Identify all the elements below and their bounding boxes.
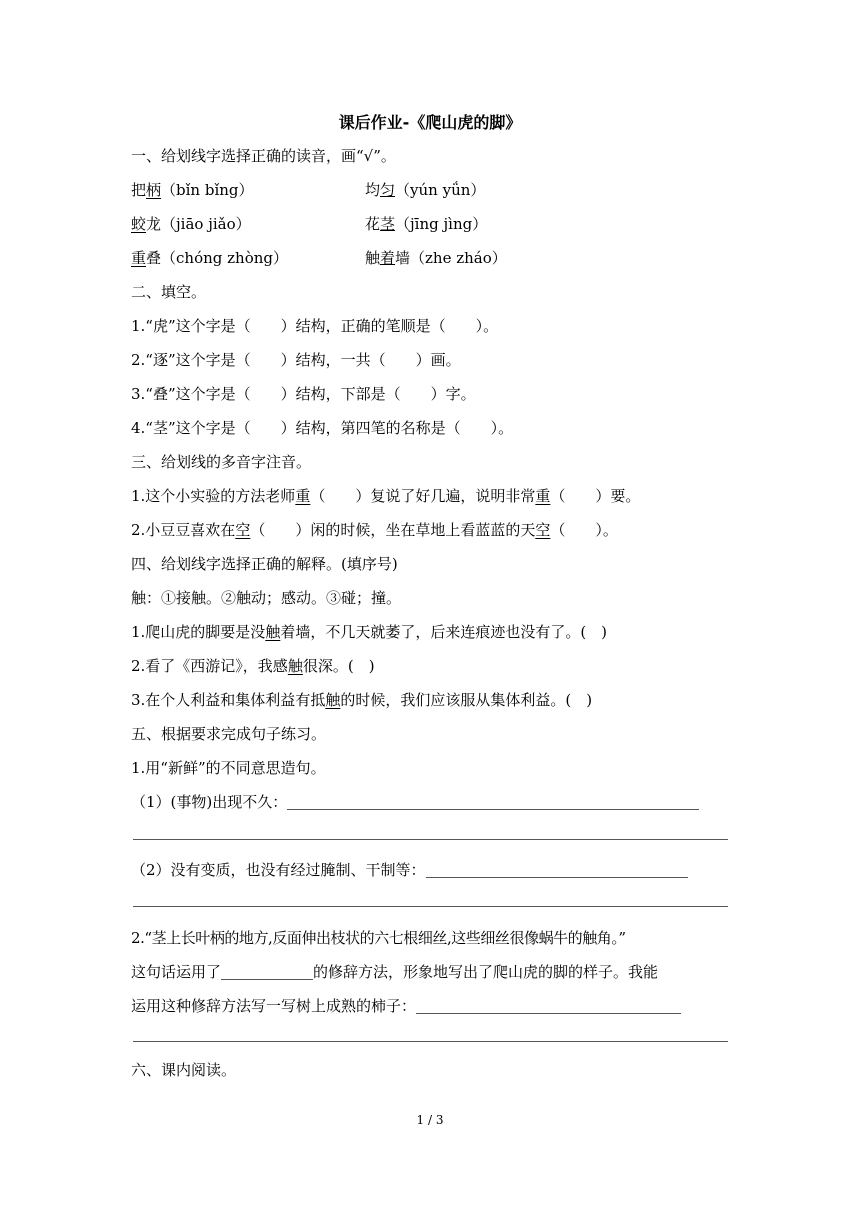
sentence-question-1: 1.用“新鲜”的不同意思造句。 (131, 759, 326, 777)
sentence-q1-part-1: （1）(事物)出现不久： (131, 792, 699, 812)
pinyin-item-6: 触着墙（zhe zháo） (365, 249, 507, 267)
answer-line[interactable] (133, 839, 728, 840)
section-3-heading: 三、给划线的多音字注音。 (131, 453, 312, 471)
section-6-heading: 六、课内阅读。 (131, 1061, 237, 1079)
fill-blank-line-1: 1.“虎”这个字是（ ）结构，正确的笔顺是（ ）。 (131, 317, 499, 335)
answer-blank[interactable] (287, 809, 699, 810)
fill-blank-line-4: 4.“茎”这个字是（ ）结构，第四笔的名称是（ ）。 (131, 419, 514, 437)
polyphone-line-2: 2.小豆豆喜欢在空（ ）闲的时候，坐在草地上看蓝蓝的天空（ ）。 (131, 521, 618, 539)
meaning-line-1: 1.爬山虎的脚要是没触着墙，不几天就萎了，后来连痕迹也没有了。( ) (131, 623, 608, 641)
pinyin-item-2: 均匀（yún yǘn） (365, 181, 486, 199)
pinyin-item-4: 花茎（jīng jìng） (365, 215, 488, 233)
page-title: 课后作业-《爬山虎的脚》 (338, 113, 522, 132)
pinyin-item-5: 重叠（chóng zhòng） (131, 249, 288, 267)
definition-line: 触：①接触。②触动；感动。③碰；撞。 (131, 589, 402, 607)
answer-blank[interactable] (416, 1013, 681, 1014)
sentence-q1-part-2: （2）没有变质，也没有经过腌制、干制等： (131, 860, 688, 880)
sentence-q2-line-3: 运用这种修辞方法写一写树上成熟的柿子： (131, 996, 681, 1016)
polyphone-line-1: 1.这个小实验的方法老师重（ ）复说了好几遍，说明非常重（ ）要。 (131, 487, 641, 505)
answer-blank[interactable] (426, 877, 688, 878)
meaning-line-2: 2.看了《西游记》，我感触很深。( ) (131, 657, 375, 675)
section-2-heading: 二、填空。 (131, 283, 207, 301)
pinyin-item-3: 蛟龙（jiāo jiǎo） (131, 215, 251, 233)
section-4-heading: 四、给划线字选择正确的解释。(填序号) (131, 555, 398, 573)
sentence-question-2: 2.“茎上长叶柄的地方,反面伸出枝状的六七根细丝,这些细丝很像蜗牛的触角。” (131, 929, 626, 947)
answer-line[interactable] (133, 1041, 728, 1042)
section-1-heading: 一、给划线字选择正确的读音，画“√”。 (131, 147, 396, 165)
meaning-line-3: 3.在个人利益和集体利益有抵触的时候，我们应该服从集体利益。( ) (131, 691, 593, 709)
fill-blank-line-2: 2.“逐”这个字是（ ）结构，一共（ ）画。 (131, 351, 461, 369)
sentence-q2-line-2: 这句话运用了 的修辞方法，形象地写出了爬山虎的脚的样子。我能 (131, 963, 659, 981)
page-number: 1 / 3 (416, 1113, 444, 1127)
fill-blank-line-3: 3.“叠”这个字是（ ）结构，下部是（ ）字。 (131, 385, 476, 403)
answer-line[interactable] (133, 906, 728, 907)
rhetoric-blank[interactable] (221, 979, 313, 980)
pinyin-item-1: 把柄（bǐn bǐng） (131, 181, 254, 199)
section-5-heading: 五、根据要求完成句子练习。 (131, 725, 327, 743)
